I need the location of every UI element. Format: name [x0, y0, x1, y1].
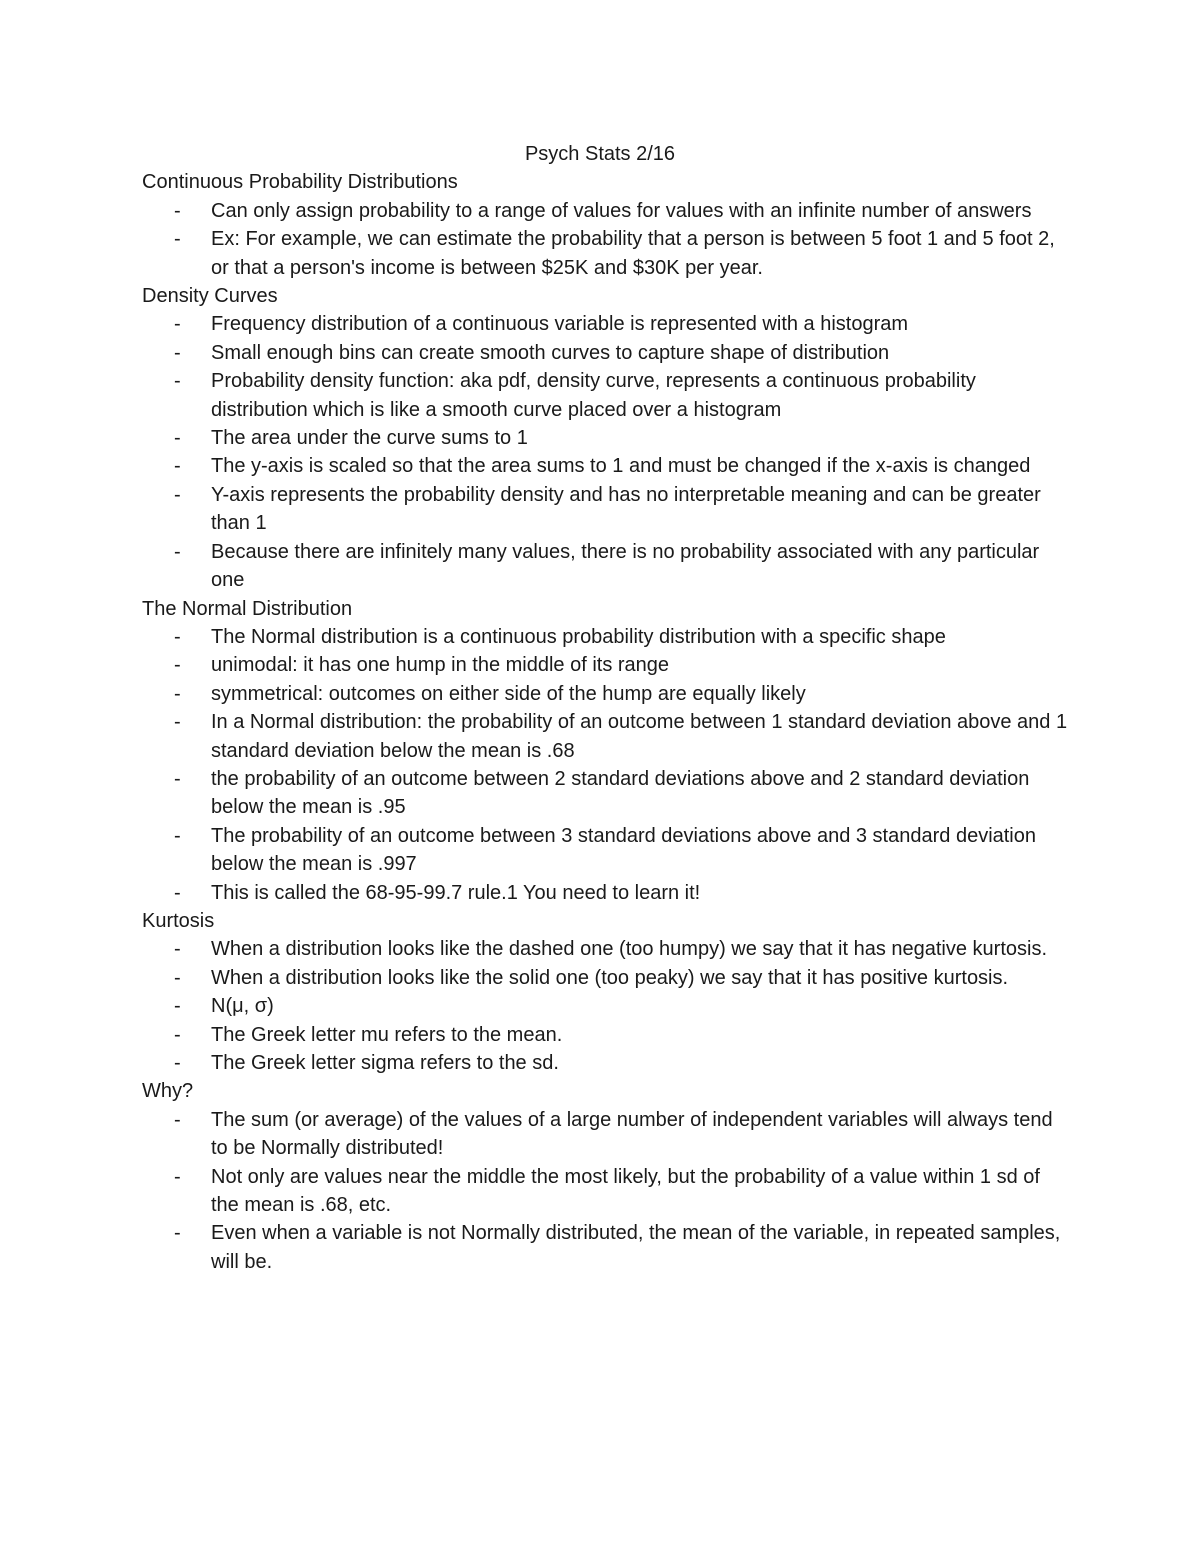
section-heading: The Normal Distribution: [142, 597, 353, 620]
list-item: [142, 879, 1072, 907]
list-item: [142, 1163, 1072, 1220]
list-item: [142, 452, 1072, 480]
bullet-list: [142, 623, 1072, 907]
list-item-text: Even when a variable is not Normally distributed, the mean of the variable, in repeated samples, will be.: [211, 1222, 1061, 1273]
bullet-dash: -: [174, 483, 181, 506]
document-body: [142, 140, 1072, 1276]
list-item-text: unimodal: it has one hump in the middle of its range: [211, 654, 670, 677]
bullet-dash: -: [174, 824, 181, 847]
bullet-dash: -: [174, 1165, 181, 1188]
list-item-text: the probability of an outcome between 2 standard deviations above and 2 standard deviation below the mean is .95: [211, 767, 1030, 819]
bullet-dash: -: [174, 1052, 181, 1074]
bullet-dash: -: [174, 427, 181, 450]
list-item: [142, 538, 1072, 595]
list-item-text: When a distribution looks like the solid one (too peaky) we say that it has positive kurtosis.: [211, 966, 1009, 989]
bullet-dash: -: [174, 966, 181, 989]
list-item-text: Y-axis represents the probability density and has no interpretable meaning and can be greater than 1: [211, 483, 1041, 535]
list-item-text: Can only assign probability to a range of values for values with an infinite number of answers: [211, 199, 1032, 222]
document-title: Psych Stats 2/16: [524, 143, 676, 165]
list-item-text: The probability of an outcome between 3 standard deviations above and 3 standard deviation below the mean is .997: [211, 824, 1036, 876]
list-item: [142, 424, 1072, 452]
section-heading: Kurtosis: [142, 909, 215, 932]
list-item-text: Small enough bins can create smooth curves to capture shape of distribution: [211, 341, 890, 364]
list-item-text: The Greek letter mu refers to the mean.: [211, 1023, 563, 1046]
list-item-text: When a distribution looks like the dashed one (too humpy) we say that it has negative kurtosis.: [211, 938, 1048, 961]
list-item: [142, 1021, 1072, 1049]
bullet-dash: -: [174, 682, 181, 705]
list-item: [142, 623, 1072, 651]
bullet-dash: -: [174, 938, 181, 961]
bullet-dash: -: [174, 540, 181, 563]
list-item-text: The y-axis is scaled so that the area sums to 1 and must be changed if the x-axis is changed: [211, 455, 1031, 478]
list-item: [142, 225, 1072, 282]
bullet-dash: -: [174, 228, 181, 251]
list-item: [142, 310, 1072, 338]
list-item-text: The sum (or average) of the values of a large number of independent variables will always tend to be Normally distributed!: [211, 1108, 1053, 1160]
list-item-text: The Normal distribution is a continuous probability distribution with a specific shape: [211, 625, 946, 648]
bullet-list: [142, 197, 1072, 282]
bullet-dash: -: [174, 199, 181, 222]
list-item: [142, 765, 1072, 822]
bullet-dash: -: [174, 881, 181, 904]
list-item-text: This is called the 68-95-99.7 rule.1 You need to learn it!: [211, 881, 701, 904]
bullet-dash: -: [174, 455, 181, 478]
list-item: [142, 1219, 1072, 1276]
list-item: [142, 197, 1072, 225]
list-item: [142, 1106, 1072, 1163]
bullet-dash: -: [174, 625, 181, 648]
bullet-dash: -: [174, 1023, 181, 1046]
bullet-dash: -: [174, 711, 181, 734]
list-item-text: Probability density function: aka pdf, density curve, represents a continuous probability distribution which is like a smooth curve placed over a histogram: [211, 370, 976, 421]
section-heading: Density Curves: [142, 285, 278, 308]
bullet-dash: -: [174, 370, 181, 393]
bullet-list: [142, 1106, 1072, 1276]
list-item: [142, 1049, 1072, 1077]
list-item: [142, 651, 1072, 679]
list-item-text: Because there are infinitely many values, there is no probability associated with any particular one: [211, 540, 1040, 592]
list-item: [142, 822, 1072, 879]
list-item: [142, 992, 1072, 1020]
list-item-text: symmetrical: outcomes on either side of the hump are equally likely: [211, 682, 806, 705]
list-item: [142, 708, 1072, 765]
list-item: [142, 935, 1072, 963]
bullet-dash: -: [174, 313, 181, 336]
bullet-dash: -: [174, 767, 181, 790]
list-item: [142, 481, 1072, 538]
bullet-dash: -: [174, 1108, 181, 1131]
section-heading: Why?: [142, 1080, 194, 1103]
section-heading: Continuous Probability Distributions: [142, 171, 458, 194]
list-item-text: N(μ, σ): [211, 995, 274, 1018]
list-item-text: Ex: For example, we can estimate the probability that a person is between 5 foot 1 and 5 foot 2, or that a person's income is between $25K and $30K per year.: [211, 228, 1055, 279]
bullet-dash: -: [174, 1222, 181, 1245]
bullet-list: [142, 310, 1072, 594]
bullet-dash: -: [174, 341, 181, 364]
list-item-text: In a Normal distribution: the probability of an outcome between 1 standard deviation above and 1 standard deviation below the mean is .68: [211, 711, 1068, 762]
list-item: [142, 964, 1072, 992]
list-item-text: The Greek letter sigma refers to the sd.: [211, 1052, 559, 1074]
bullet-dash: -: [174, 995, 181, 1018]
bullet-list: [142, 935, 1072, 1077]
list-item-text: The area under the curve sums to 1: [211, 427, 528, 450]
list-item-text: Frequency distribution of a continuous variable is represented with a histogram: [211, 313, 909, 336]
sections-container: [142, 168, 1072, 1276]
list-item: [142, 339, 1072, 367]
list-item-text: Not only are values near the middle the most likely, but the probability of a value within 1 sd of the mean is .68, etc.: [211, 1165, 1040, 1217]
list-item: [142, 680, 1072, 708]
list-item: [142, 367, 1072, 424]
bullet-dash: -: [174, 654, 181, 677]
